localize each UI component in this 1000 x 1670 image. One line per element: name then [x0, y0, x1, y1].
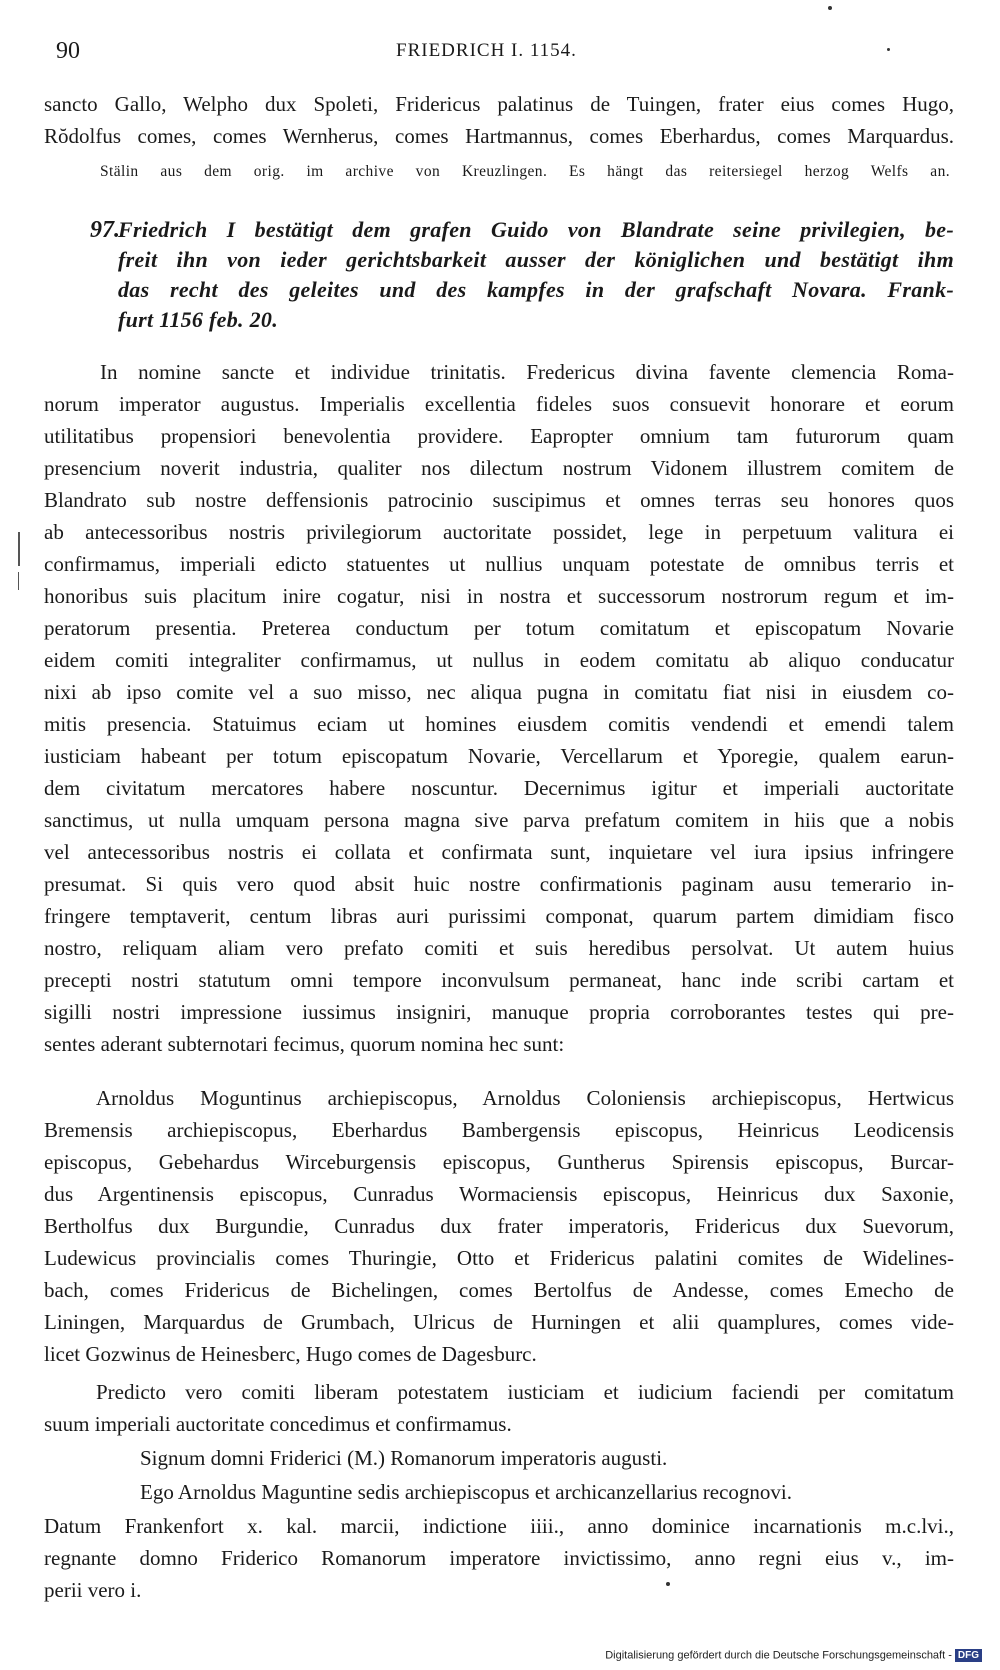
text-line: fringere temptaverit, centum libras auri purissimi componat, quarum partem dimidiam fisco	[44, 904, 954, 928]
text-line: Bremensis archiepiscopus, Eberhardus Bambergensis episcopus, Heinricus Leodicensis	[44, 1118, 954, 1142]
text-line: regnante domno Friderico Romanorum imperatore invictissimo, anno regni eius v., im-	[44, 1546, 954, 1570]
text-line: bach, comes Fridericus de Bichelingen, comes Bertolfus de Andesse, comes Emecho de	[44, 1278, 954, 1302]
text-line: dem civitatum mercatores habere noscuntur. Decernimus igitur et imperiali auctoritate	[44, 776, 954, 800]
source-note: Stälin aus dem orig. im archive von Kreuzlingen. Es hängt das reitersiegel herzog Welfs an.	[100, 163, 950, 180]
text-line: Rŏdolfus comes, comes Wernherus, comes Hartmannus, comes Eberhardus, comes Marquardus.	[44, 124, 954, 148]
heading-line: furt 1156 feb. 20.	[118, 307, 279, 332]
text-line: eidem comiti integraliter confirmamus, ut nullus in eodem comitatu ab aliquo conducatur	[44, 648, 954, 672]
text-line: mitis presencia. Statuimus eciam ut homines eiusdem comitis vendendi et emendi talem	[44, 712, 954, 736]
text-line: nostro, reliquam aliam vero prefato comiti et suis heredibus persolvat. Ut autem huius	[44, 936, 954, 960]
margin-mark	[18, 572, 19, 590]
text-line: sentes aderant subternotari fecimus, quorum nomina hec sunt:	[44, 1032, 565, 1056]
text-line: presumat. Si quis vero quod absit huic nostre confirmationis paginam ausu temerario in-	[44, 872, 954, 896]
heading-line: freit ihn von ieder gerichtsbarkeit ausser der königlichen und bestätigt ihm	[118, 247, 954, 272]
text-line: Predicto vero comiti liberam potestatem iusticiam et iudicium faciendi per comitatum	[96, 1380, 954, 1404]
text-line: iusticiam habeant per totum episcopatum Novarie, Vercellarum et Yporegie, qualem earun-	[44, 744, 954, 768]
text-line: In nomine sancte et individue trinitatis. Fredericus divina favente clemencia Roma-	[100, 360, 954, 384]
footer-text: Digitalisierung gefördert durch die Deutsche Forschungsgemeinschaft -	[605, 1649, 952, 1662]
margin-mark	[18, 532, 20, 566]
signum-line: Signum domni Friderici (M.) Romanorum imperatoris augusti.	[140, 1446, 668, 1470]
text-line: norum imperator augustus. Imperialis excellentia fideles suos consuevit honorare et eorum	[44, 392, 954, 416]
page-number: 90	[56, 38, 80, 64]
text-line: nixi ab ipso comite vel a suo misso, nec aliqua pugna in comitatu fiat nisi in eiusdem co-	[44, 680, 954, 704]
print-speck	[828, 6, 832, 10]
page-header	[56, 38, 940, 70]
digitization-footer	[605, 1649, 982, 1662]
text-line: licet Gozwinus de Heinesberc, Hugo comes de Dagesburc.	[44, 1342, 537, 1366]
text-line: sancto Gallo, Welpho dux Spoleti, Fridericus palatinus de Tuingen, frater eius comes Hugo,	[44, 92, 954, 116]
text-line: perii vero i.	[44, 1578, 142, 1602]
text-line: dus Argentinensis episcopus, Cunradus Wormaciensis episcopus, Heinricus dux Saxonie,	[44, 1182, 954, 1206]
text-line: episcopus, Gebehardus Wirceburgensis episcopus, Guntherus Spirensis episcopus, Burcar-	[44, 1150, 954, 1174]
entry-number: 97.	[90, 217, 120, 243]
text-line: confirmamus, imperiali edicto statuentes ut nullius unquam potestate de omnibus terris et	[44, 552, 954, 576]
running-title: FRIEDRICH I. 1154.	[396, 40, 577, 61]
text-line: Blandrato sub nostre deffensionis patrocinio suscipimus et omnes terras seu honores quos	[44, 488, 954, 512]
dfg-logo: DFG	[955, 1649, 982, 1662]
print-speck	[666, 1582, 670, 1586]
text-line: Ludewicus provincialis comes Thuringie, Otto et Fridericus palatini comites de Widelines-	[44, 1246, 954, 1270]
heading-line: Friedrich I bestätigt dem grafen Guido von Blandrate seine privilegien, be-	[118, 217, 954, 242]
text-line: presencium noverit industria, qualiter nos dilectum nostrum Vidonem illustrem comitem de	[44, 456, 954, 480]
text-line: Arnoldus Moguntinus archiepiscopus, Arnoldus Coloniensis archiepiscopus, Hertwicus	[96, 1086, 954, 1110]
text-line: sanctimus, ut nulla umquam persona magna sive parva prefatum comitem in hiis que a nobis	[44, 808, 954, 832]
text-line: vel antecessoribus nostris ei collata et confirmata sunt, inquietare vel iura ipsius infringere	[44, 840, 954, 864]
print-speck	[887, 48, 890, 51]
text-line: sigilli nostri impressione iussimus insigniri, manuque propria corroborantes testes qui pre-	[44, 1000, 954, 1024]
text-line: Liningen, Marquardus de Grumbach, Ulricus de Hurningen et alii quamplures, comes vide-	[44, 1310, 954, 1334]
text-line: honoribus suis placitum inire cogatur, nisi in nostra et successorum nostrorum regum et im-	[44, 584, 954, 608]
recognition-line: Ego Arnoldus Maguntine sedis archiepiscopus et archicanzellarius recognovi.	[140, 1480, 792, 1504]
text-line: peratorum presentia. Preterea conductum per totum comitatum et episcopatum Novarie	[44, 616, 954, 640]
heading-line: das recht des geleites und des kampfes in der grafschaft Novara. Frank-	[118, 277, 954, 302]
text-line: precepti nostri statutum omni tempore inconvulsum permaneat, hanc inde scribi cartam et	[44, 968, 954, 992]
text-line: utilitatibus propensiori benevolentia providere. Eapropter omnium tam futurorum quam	[44, 424, 954, 448]
text-line: Bertholfus dux Burgundie, Cunradus dux frater imperatoris, Fridericus dux Suevorum,	[44, 1214, 954, 1238]
text-line: ab antecessoribus nostris privilegiorum auctoritate possidet, lege in perpetuum valitura ei	[44, 520, 954, 544]
text-line: suum imperiali auctoritate concedimus et confirmamus.	[44, 1412, 512, 1436]
text-line: Datum Frankenfort x. kal. marcii, indictione iiii., anno dominice incarnationis m.c.lvi.,	[44, 1514, 954, 1538]
